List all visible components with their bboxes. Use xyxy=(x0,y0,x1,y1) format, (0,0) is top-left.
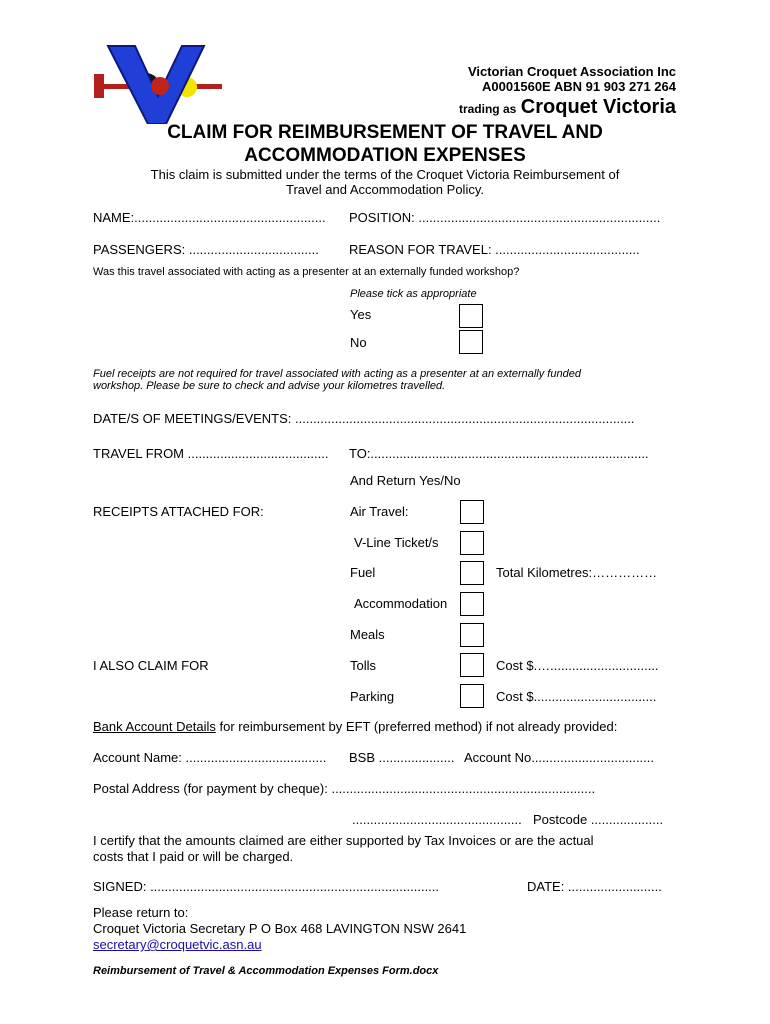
total-km-field[interactable]: Total Kilometres:…………… xyxy=(496,565,658,580)
no-label: No xyxy=(350,335,367,350)
return-address: Croquet Victoria Secretary P O Box 468 LAVINGTON NSW 2641 xyxy=(93,921,467,936)
name-field[interactable]: NAME:..................................................... xyxy=(93,210,326,225)
intro-line2: Travel and Accommodation Policy. xyxy=(286,182,484,197)
travel-from-field[interactable]: TRAVEL FROM ....................................... xyxy=(93,446,329,461)
secretary-email-link[interactable]: secretary@croquetvic.asn.au xyxy=(93,937,262,952)
tolls-label: Tolls xyxy=(350,658,377,673)
signed-field[interactable]: SIGNED: ................................................................................ xyxy=(93,879,440,894)
account-no-field[interactable]: Account No.................................. xyxy=(464,750,655,765)
ball-red xyxy=(151,77,169,95)
no-checkbox[interactable] xyxy=(459,330,483,354)
fuel-note-line2: workshop. Please be sure to check and advise your kilometres travelled. xyxy=(93,380,446,392)
air-travel-checkbox[interactable] xyxy=(460,500,484,524)
postcode-field[interactable]: Postcode .................... xyxy=(533,812,664,827)
certify-line2: costs that I paid or will be charged. xyxy=(93,849,294,864)
return-heading: Please return to: xyxy=(93,905,189,920)
certify-line1: I certify that the amounts claimed are either supported by Tax Invoices or are the actual xyxy=(93,833,594,848)
intro-line1: This claim is submitted under the terms of the Croquet Victoria Reimbursement of xyxy=(150,167,620,182)
receipts-label: RECEIPTS ATTACHED FOR: xyxy=(93,504,264,519)
presenter-question: Was this travel associated with acting as a presenter at an externally funded workshop? xyxy=(93,266,520,278)
date-field[interactable]: DATE: .......................... xyxy=(527,879,662,894)
bsb-field[interactable]: BSB ..................... xyxy=(349,750,455,765)
tolls-checkbox[interactable] xyxy=(460,653,484,677)
position-field[interactable]: POSITION: ................................................................... xyxy=(349,210,661,225)
accommodation-label: Accommodation xyxy=(354,596,448,611)
yes-checkbox[interactable] xyxy=(459,304,483,328)
bank-details-heading: Bank Account Details xyxy=(93,719,216,734)
trading-as-label: trading as xyxy=(458,102,517,116)
reason-field[interactable]: REASON FOR TRAVEL: ........................................ xyxy=(349,242,640,257)
dates-field[interactable]: DATE/S OF MEETINGS/EVENTS: .............................................................................................. xyxy=(93,411,635,426)
account-name-field[interactable]: Account Name: ....................................... xyxy=(93,750,327,765)
air-travel-label: Air Travel: xyxy=(350,504,409,519)
footer-filename: Reimbursement of Travel & Accommodation Expenses Form.docx xyxy=(93,965,439,977)
postal-address-field[interactable]: Postal Address (for payment by cheque): ......................................................................... xyxy=(93,781,596,796)
meals-checkbox[interactable] xyxy=(460,623,484,647)
trading-as-line xyxy=(459,96,676,119)
org-name: Victorian Croquet Association Inc xyxy=(467,64,676,79)
bank-details-note: for reimbursement by EFT (preferred method) if not already provided: xyxy=(215,719,618,734)
fuel-label: Fuel xyxy=(350,565,376,580)
form-title-line2: ACCOMMODATION EXPENSES xyxy=(244,145,526,166)
fuel-checkbox[interactable] xyxy=(460,561,484,585)
tick-instruction: Please tick as appropriate xyxy=(350,288,477,300)
passengers-field[interactable]: PASSENGERS: .................................... xyxy=(93,242,319,257)
org-ids: A0001560E ABN 91 903 271 264 xyxy=(482,79,676,94)
parking-cost-field[interactable]: Cost $.................................. xyxy=(496,689,657,704)
also-claim-label: I ALSO CLAIM FOR xyxy=(93,658,209,673)
parking-label: Parking xyxy=(350,689,395,704)
meals-label: Meals xyxy=(350,627,385,642)
accommodation-checkbox[interactable] xyxy=(460,592,484,616)
bank-details-line xyxy=(93,719,617,735)
yes-label: Yes xyxy=(350,307,372,322)
form-title-line1: CLAIM FOR REIMBURSEMENT OF TRAVEL AND xyxy=(167,122,603,143)
trading-name: Croquet Victoria xyxy=(520,96,676,118)
parking-checkbox[interactable] xyxy=(460,684,484,708)
vline-checkbox[interactable] xyxy=(460,531,484,555)
mallet-head xyxy=(94,74,104,98)
postal-address-line2[interactable]: ............................................... xyxy=(352,812,522,827)
croquet-victoria-logo xyxy=(88,44,228,124)
vline-label: V-Line Ticket/s xyxy=(354,535,439,550)
travel-to-field[interactable]: TO:............................................................................. xyxy=(349,446,649,461)
fuel-note-line1: Fuel receipts are not required for travel associated with acting as a presenter at an externally funded xyxy=(93,368,581,380)
return-field[interactable]: And Return Yes/No xyxy=(350,473,461,488)
tolls-cost-field[interactable]: Cost $.….............................. xyxy=(496,658,659,673)
